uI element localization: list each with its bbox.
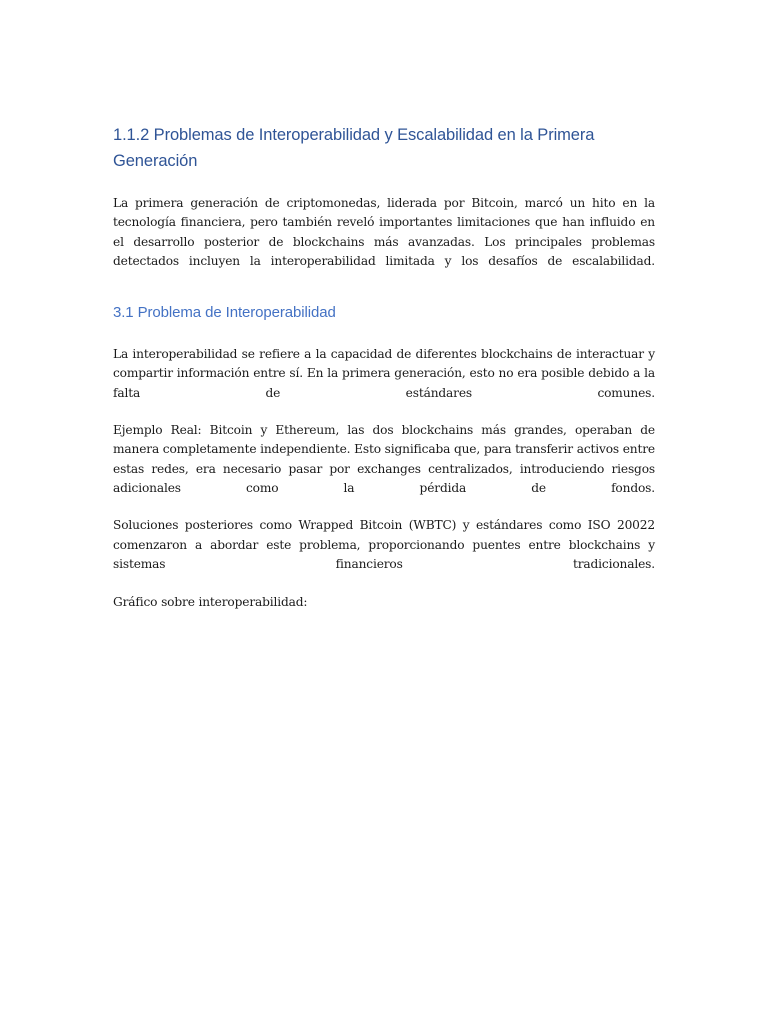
chart-caption: Gráfico sobre interoperabilidad: <box>113 595 308 610</box>
paragraph-definition: La interoperabilidad se refiere a la capacidad de diferentes blockchains de interactuar y compartir información entre sí. En la primera generación, esto no era posible debido a la falta de estándares comunes. <box>113 347 655 400</box>
section-heading-main: 1.1.2 Problemas de Interoperabilidad y Escalabilidad en la Primera Generación <box>113 126 595 170</box>
intro-paragraph: La primera generación de criptomonedas, liderada por Bitcoin, marcó un hito en la tecnología financiera, pero también reveló importantes limitaciones que han influido en el desarrollo posterior de blockchains más avanzadas. Los principales problemas detectados incluyen la interoperabilidad limitada y los desafíos de escalabilidad. <box>113 196 655 268</box>
section-heading-interoperability: 3.1 Problema de Interoperabilidad <box>113 304 336 322</box>
paragraph-solutions: Soluciones posteriores como Wrapped Bitcoin (WBTC) y estándares como ISO 20022 comenzaron a abordar este problema, proporcionando puentes entre blockchains y sistemas financieros tradicionales. <box>113 518 655 571</box>
paragraph-example: Ejemplo Real: Bitcoin y Ethereum, las dos blockchains más grandes, operaban de manera completamente independiente. Esto significaba que, para transferir activos entre estas redes, era necesario pasar por exchanges centralizados, introduciendo riesgos adicionales como la pérdida de fondos. <box>113 423 655 495</box>
document-body <box>113 122 655 630</box>
